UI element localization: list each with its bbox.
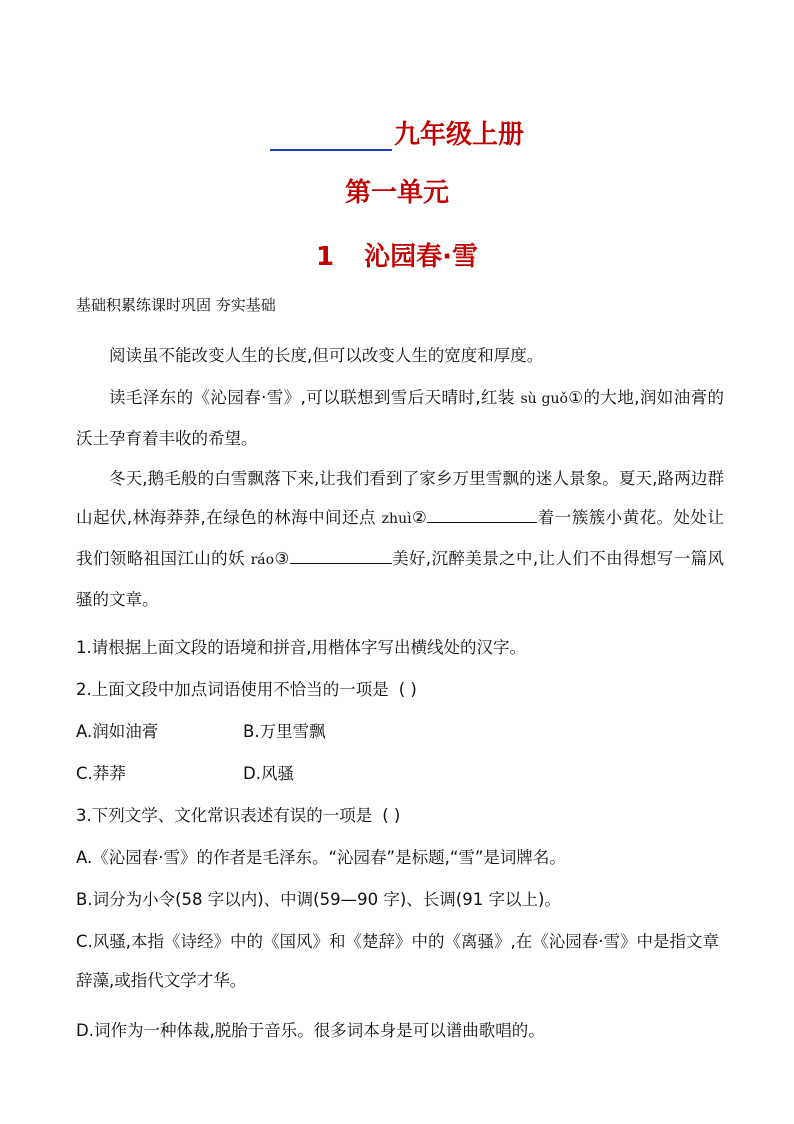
- question-3-option-d: D.词作为一种体裁,脱胎于音乐。很多词本身是可以谱曲歌唱的。: [76, 1021, 545, 1040]
- grade-blank-line: [270, 123, 392, 151]
- lesson-heading: [0, 236, 794, 273]
- question-2-options-row-1: [76, 721, 724, 743]
- option-b: B.万里雪飘: [243, 722, 326, 741]
- answer-blank-3[interactable]: [290, 545, 392, 564]
- passage-text: 美好,沉醉美景之中,让人们不由得想写一篇风骚的文章。: [76, 549, 724, 609]
- answer-paren-3[interactable]: ( ): [382, 806, 401, 825]
- answer-paren-2[interactable]: ( ): [398, 680, 417, 699]
- passage-paragraph-2: [76, 378, 724, 458]
- passage-text: 着一簇簇小黄花。处处让我们领略祖国江山的妖: [76, 508, 725, 568]
- question-3-option-b: B.词分为小令(58 字以内)、中调(59—90 字)、长调(91 字以上)。: [76, 890, 561, 909]
- option-c: C.莽莽: [76, 764, 126, 783]
- section-label: 基础积累练课时巩固 夯实基础: [76, 296, 276, 314]
- pinyin-hint-1: sù guǒ: [520, 391, 568, 407]
- grade-heading: [0, 114, 794, 151]
- option-d: D.风骚: [243, 764, 294, 783]
- pinyin-hint-3: ráo: [250, 552, 275, 568]
- question-1: 1.请根据上面文段的语境和拼音,用楷体字写出横线处的汉字。: [76, 638, 526, 657]
- blank-mark-3: ③: [274, 549, 290, 568]
- passage-text: 冬天,鹅毛般的白雪飘落下来,让我们看到了家乡万里雪飘的迷人景象。夏天,路两边群山起伏,林海莽莽,在绿色的林海中间还点: [76, 469, 724, 527]
- option-a: A.润如油膏: [76, 722, 159, 741]
- grade-title: 九年级上册: [393, 120, 524, 150]
- content-body: [76, 294, 724, 1042]
- question-3: [76, 805, 724, 827]
- pinyin-hint-2: zhuì: [381, 511, 412, 527]
- lesson-number: 1: [316, 242, 335, 272]
- question-2: [76, 679, 724, 701]
- passage-text: 的大地,润如油膏的沃土孕育着丰收的希望。: [76, 388, 725, 448]
- passage-paragraph-3: [76, 459, 724, 619]
- question-3-option-c: C.风骚,本指《诗经》中的《国风》和《楚辞》中的《离骚》,在《沁园春·雪》中是指文章辞藻,或指代文学才华。: [76, 932, 720, 990]
- question-3-option-a: A.《沁园春·雪》的作者是毛泽东。“沁园春”是标题,“雪”是词牌名。: [76, 848, 566, 867]
- question-2-options-row-2: [76, 763, 724, 785]
- question-2-text: 2.上面文段中加点词语使用不恰当的一项是: [76, 680, 389, 699]
- answer-blank-2[interactable]: [427, 504, 537, 523]
- unit-heading: 第一单元: [344, 178, 449, 208]
- blank-mark-1: ①: [567, 388, 584, 407]
- passage-text: 读毛泽东的《沁园春·雪》,可以联想到雪后天晴时,红装: [109, 388, 521, 407]
- passage-paragraph-1: 阅读虽不能改变人生的长度,但可以改变人生的宽度和厚度。: [109, 346, 544, 365]
- lesson-title: 沁园春·雪: [364, 242, 478, 272]
- question-3-text: 3.下列文学、文化常识表述有误的一项是: [76, 806, 373, 825]
- blank-mark-2: ②: [411, 508, 428, 527]
